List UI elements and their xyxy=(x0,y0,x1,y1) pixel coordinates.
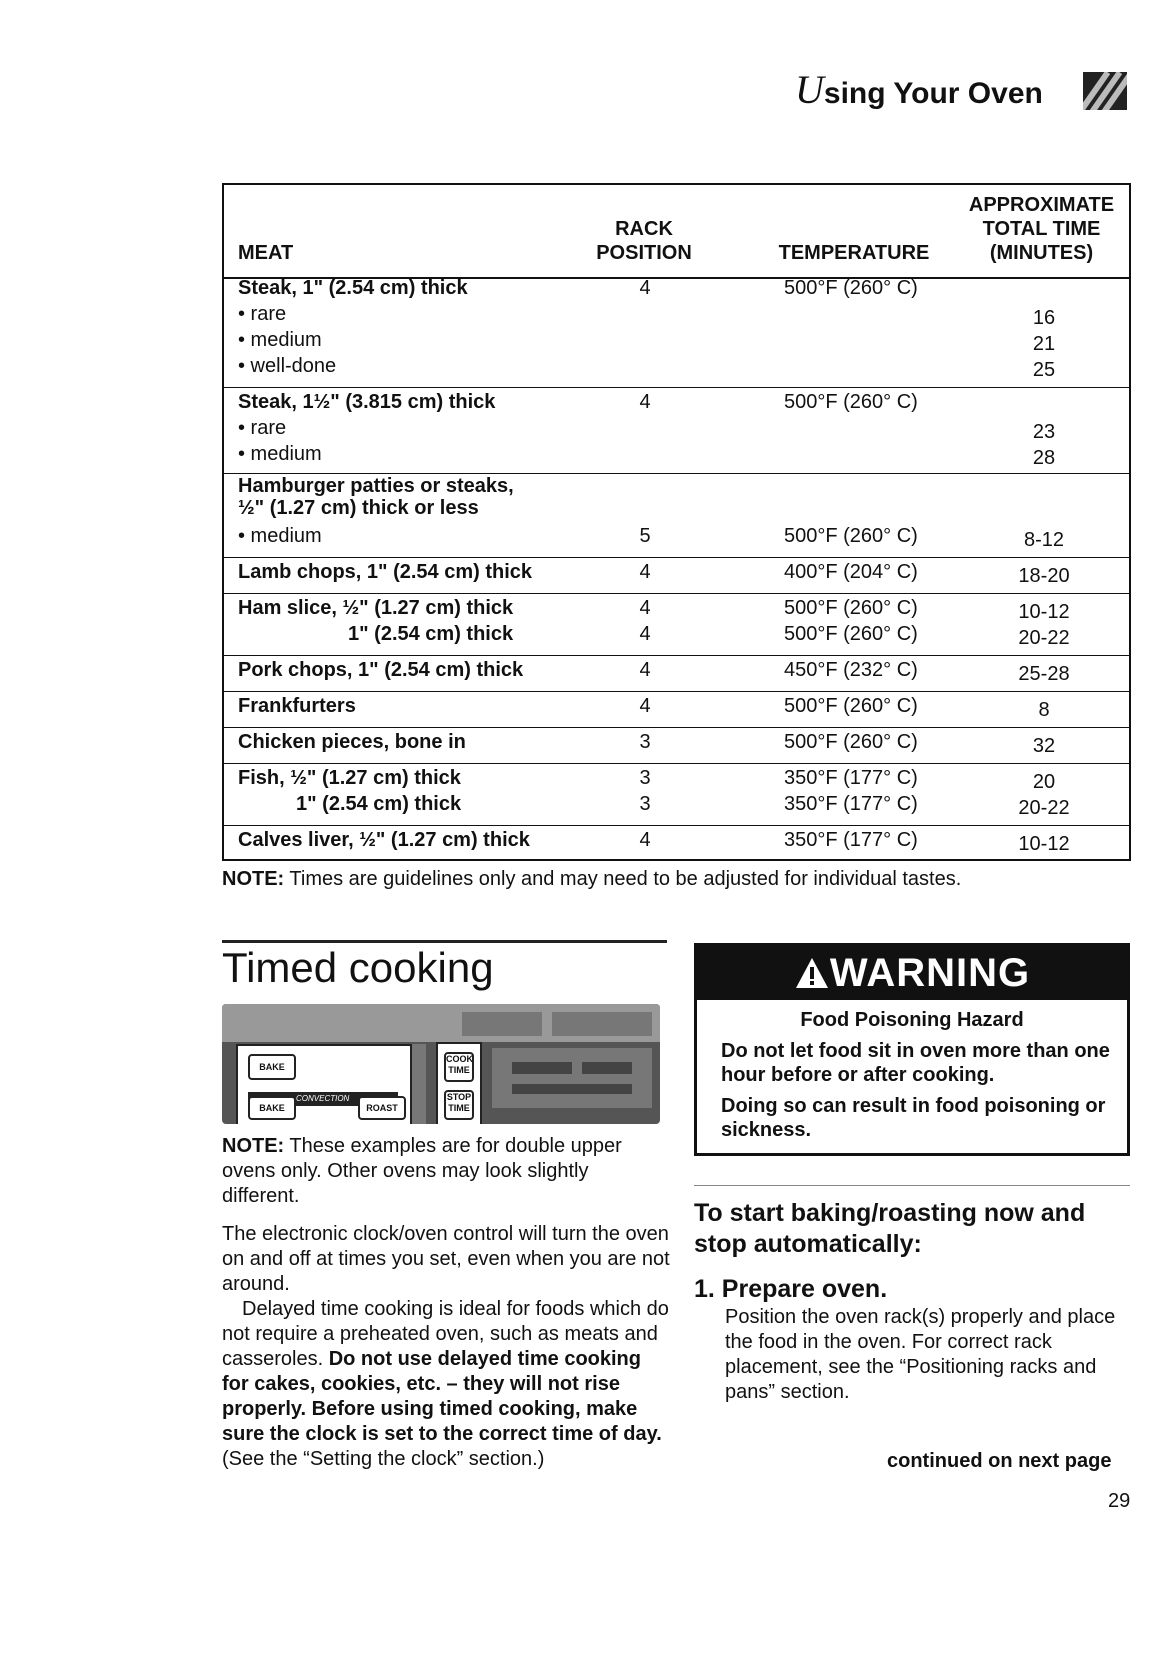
convection-label: CONVECTION xyxy=(296,1094,350,1103)
table-cell-rack: 3 xyxy=(639,731,651,753)
table-cell-meat: Steak, 1½" (3.815 cm) thick xyxy=(238,391,496,413)
table-cell-meat: • medium xyxy=(238,329,322,351)
bake-button-illustration: BAKE xyxy=(248,1054,296,1080)
table-cell-temp: 350°F (177° C) xyxy=(784,793,918,815)
header-rack-2: POSITION xyxy=(596,242,692,264)
table-cell-time: 8 xyxy=(1038,699,1050,721)
table-cell-meat: • rare xyxy=(238,417,287,439)
table-cell-time: 16 xyxy=(1032,307,1056,329)
table-cell-temp: 500°F (260° C) xyxy=(784,623,918,645)
table-cell-rack: 4 xyxy=(639,597,651,619)
timed-para-1: The electronic clock/oven control will turn the oven on and off at times you set, even when you are not around. xyxy=(222,1223,670,1295)
table-cell-rack: 5 xyxy=(639,525,651,547)
table-cell-rack: 4 xyxy=(639,561,651,583)
timed-para-2: Delayed time cooking is ideal for foods which do not require a preheated oven, such as meats and casseroles. Do not use delayed time cooking for cakes, cookies, etc. – they will not rise properly. Before using timed cooking, make sure the clock is set to the correct time of day. (See the “Setting the clock” section.) xyxy=(222,1298,669,1470)
header-time-2: TOTAL TIME xyxy=(982,218,1101,240)
section-rule xyxy=(694,1185,1130,1186)
table-cell-time: 28 xyxy=(1032,447,1056,469)
table-cell-temp: 500°F (260° C) xyxy=(784,731,918,753)
table-cell-temp: 450°F (232° C) xyxy=(784,659,918,681)
stop-time-button-illustration: STOP TIME xyxy=(444,1090,474,1120)
table-cell-meat: • rare xyxy=(238,303,287,325)
header-initial: U xyxy=(795,67,824,112)
table-cell-time: 10-12 xyxy=(1018,601,1070,623)
table-cell-time: 20-22 xyxy=(1018,797,1070,819)
table-cell-time: 20 xyxy=(1032,771,1056,793)
header-temperature: TEMPERATURE xyxy=(778,242,930,264)
table-cell-meat: Frankfurters xyxy=(238,695,356,717)
table-cell-rack: 4 xyxy=(639,623,651,645)
broiling-table xyxy=(222,183,1131,861)
table-cell-time: 23 xyxy=(1032,421,1056,443)
table-cell-time: 21 xyxy=(1032,333,1056,355)
table-cell-meat: Steak, 1" (2.54 cm) thick xyxy=(238,277,468,299)
table-cell-rack: 3 xyxy=(639,767,651,789)
table-cell-meat: • medium xyxy=(238,443,322,465)
table-cell-rack: 4 xyxy=(639,391,651,413)
warning-subtitle: Food Poisoning Hazard xyxy=(800,1009,1024,1031)
table-cell-time: 18-20 xyxy=(1018,565,1070,587)
table-cell-meat: Ham slice, ½" (1.27 cm) thick xyxy=(238,597,514,619)
step-heading: 1. Prepare oven. xyxy=(694,1275,888,1303)
table-cell-meat: Lamb chops, 1" (2.54 cm) thick xyxy=(238,561,533,583)
section-rule xyxy=(222,940,667,943)
note-text: Times are guidelines only and may need to be adjusted for individual tastes. xyxy=(284,868,962,890)
warning-line-2: Doing so can result in food poisoning or sickness. xyxy=(721,1095,1106,1141)
warning-box xyxy=(694,943,1130,1156)
row-separator xyxy=(224,727,1129,728)
table-cell-meat: 1" (2.54 cm) thick xyxy=(348,623,514,645)
table-cell-temp: 500°F (260° C) xyxy=(784,695,918,717)
note-label: NOTE: xyxy=(222,868,285,890)
table-cell-meat: 1" (2.54 cm) thick xyxy=(296,793,462,815)
timed-note: NOTE: These examples are for double upper ovens only. Other ovens may look slightly different. xyxy=(222,1135,622,1207)
table-cell-time: 8-12 xyxy=(1023,529,1065,551)
warning-triangle-icon xyxy=(794,956,830,990)
start-heading: To start baking/roasting now and stop automatically: xyxy=(694,1199,1086,1258)
table-cell-time: 20-22 xyxy=(1018,627,1070,649)
table-cell-rack: 4 xyxy=(639,829,651,851)
header-title: sing Your Oven xyxy=(823,77,1043,110)
table-cell-temp: 500°F (260° C) xyxy=(784,277,918,299)
table-cell-temp: 350°F (177° C) xyxy=(784,767,918,789)
table-cell-rack: 4 xyxy=(639,695,651,717)
section-title: Timed cooking xyxy=(222,944,494,991)
row-separator xyxy=(224,691,1129,692)
table-cell-meat: • well-done xyxy=(238,355,337,377)
row-separator xyxy=(224,387,1129,388)
table-cell-time: 25-28 xyxy=(1018,663,1070,685)
table-cell-rack: 4 xyxy=(639,659,651,681)
row-separator xyxy=(224,593,1129,594)
step-text: Position the oven rack(s) properly and place the food in the oven. For correct rack placement, see the “Positioning racks and pans” section. xyxy=(725,1306,1116,1403)
header-rack-1: RACK xyxy=(615,218,673,240)
header-meat: MEAT xyxy=(238,242,294,264)
row-separator xyxy=(224,655,1129,656)
table-cell-meat: Pork chops, 1" (2.54 cm) thick xyxy=(238,659,524,681)
table-cell-rack: 4 xyxy=(639,277,651,299)
table-cell-temp: 500°F (260° C) xyxy=(784,391,918,413)
table-cell-meat: ½" (1.27 cm) thick or less xyxy=(238,497,479,519)
control-panel-illustration xyxy=(222,1004,660,1124)
table-cell-meat: Calves liver, ½" (1.27 cm) thick xyxy=(238,829,530,851)
header-decoration xyxy=(1083,72,1127,110)
page-number: 29 xyxy=(1108,1490,1131,1512)
table-cell-time: 10-12 xyxy=(1018,833,1070,855)
table-cell-meat: Fish, ½" (1.27 cm) thick xyxy=(238,767,461,789)
table-cell-time: 25 xyxy=(1032,359,1056,381)
table-cell-rack: 3 xyxy=(639,793,651,815)
warning-title: WARNING xyxy=(829,951,1031,995)
page-header xyxy=(795,66,1043,116)
roast-button-illustration: ROAST xyxy=(358,1096,406,1120)
table-cell-temp: 350°F (177° C) xyxy=(784,829,918,851)
warning-line-1: Do not let food sit in oven more than one hour before or after cooking. xyxy=(721,1040,1110,1086)
row-separator xyxy=(224,763,1129,764)
continued-note: continued on next page xyxy=(887,1450,1112,1472)
table-cell-time: 32 xyxy=(1032,735,1056,757)
row-separator xyxy=(224,825,1129,826)
table-cell-meat: Chicken pieces, bone in xyxy=(238,731,466,753)
table-cell-temp: 500°F (260° C) xyxy=(784,597,918,619)
table-cell-meat: Hamburger patties or steaks, xyxy=(238,475,514,497)
row-separator xyxy=(224,473,1129,474)
row-separator xyxy=(224,557,1129,558)
table-note xyxy=(222,868,961,891)
table-cell-meat: • medium xyxy=(238,525,322,547)
table-cell-temp: 500°F (260° C) xyxy=(784,525,918,547)
header-time-3: (MINUTES) xyxy=(989,242,1094,264)
warning-header xyxy=(697,946,1127,1000)
table-cell-temp: 400°F (204° C) xyxy=(784,561,918,583)
conv-bake-button-illustration: BAKE xyxy=(248,1096,296,1120)
cook-time-button-illustration: COOK TIME xyxy=(444,1052,474,1082)
header-time-1: APPROXIMATE xyxy=(968,194,1115,216)
